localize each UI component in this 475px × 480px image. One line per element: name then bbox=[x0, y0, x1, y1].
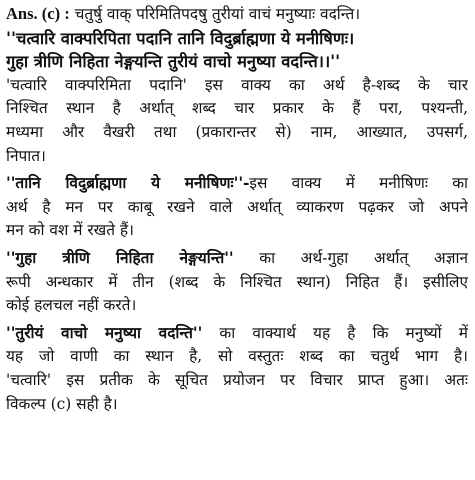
para3-rest: का अर्थ-गुहा अर्थात् अज्ञान bbox=[233, 248, 468, 267]
para1-line-3: मध्यमा और वैखरी तथा (प्रकारान्तर से) नाम, आख्यात, उपसर्ग, bbox=[6, 122, 468, 141]
para3-line-2: रूपी अन्धकार में तीन (शब्द के निश्चित स्थान) निहित हैं। इसीलिए bbox=[6, 272, 468, 291]
para4-line-4: विकल्प (c) सही है। bbox=[6, 394, 118, 413]
para2-quote: ''तानि विदुर्ब्राह्मणा ये मनीषिणः''- bbox=[6, 174, 250, 193]
para2-rest: इस वाक्य में मनीषिणः का bbox=[249, 174, 468, 193]
para1-line-2: निश्चित स्थान है अर्थात् शब्द चार प्रकार के हैं परा, पश्यन्ती, bbox=[6, 99, 468, 118]
para4-line-2: यह जो वाणी का स्थान है, सो वस्तुतः शब्द का चतुर्थ भाग है। bbox=[6, 347, 468, 366]
answer-explanation bbox=[6, 2, 468, 416]
answer-label: Ans. (c) : bbox=[6, 4, 70, 23]
para1-line-1: 'चत्वारि वाक्परिमिता पदानि' इस वाक्य का अर्थ है-शब्द के चार bbox=[6, 75, 468, 94]
para3-line-1 bbox=[6, 247, 468, 271]
para4-quote: ''तुरीयं वाचो मनुष्या वदन्ति'' bbox=[6, 323, 203, 342]
para4-line-3: 'चत्वारि' इस प्रतीक के सूचित प्रयोजन पर विचार प्राप्त हुआ। अतः bbox=[6, 370, 468, 389]
answer-text: चतुर्षु वाक् परिमितिपदषु तुरीयां वाचं मनुष्याः वदन्ति। bbox=[69, 5, 361, 23]
para4-rest: का वाक्यार्थ यह है कि मनुष्यों में bbox=[202, 323, 468, 342]
para4-line-1 bbox=[6, 322, 468, 346]
answer-line bbox=[6, 2, 468, 27]
verse-line-2: गुहा त्रीणि निहिता नेङ्गयन्ति तुरीयं वाचो मनुष्या वदन्ति।।'' bbox=[6, 52, 341, 72]
para2-line-3: मन को वश में रखते हैं। bbox=[6, 221, 134, 240]
para3-line-3: कोई हलचल नहीं करते। bbox=[6, 296, 137, 315]
para3-quote: ''गुहा त्रीणि निहिता नेङ्गयन्ति'' bbox=[6, 248, 234, 267]
para2-line-1 bbox=[6, 172, 468, 196]
para2-line-2: अर्थ है मन पर काबू रखने वाले अर्थात् व्याकरण पढ़कर जो अपने bbox=[6, 197, 468, 216]
verse-line-1: ''चत्वारि वाक्परिपिता पदानि तानि विदुर्ब्राह्मणा ये मनीषिणः। bbox=[6, 28, 355, 48]
para1-line-4: निपात। bbox=[6, 146, 46, 165]
